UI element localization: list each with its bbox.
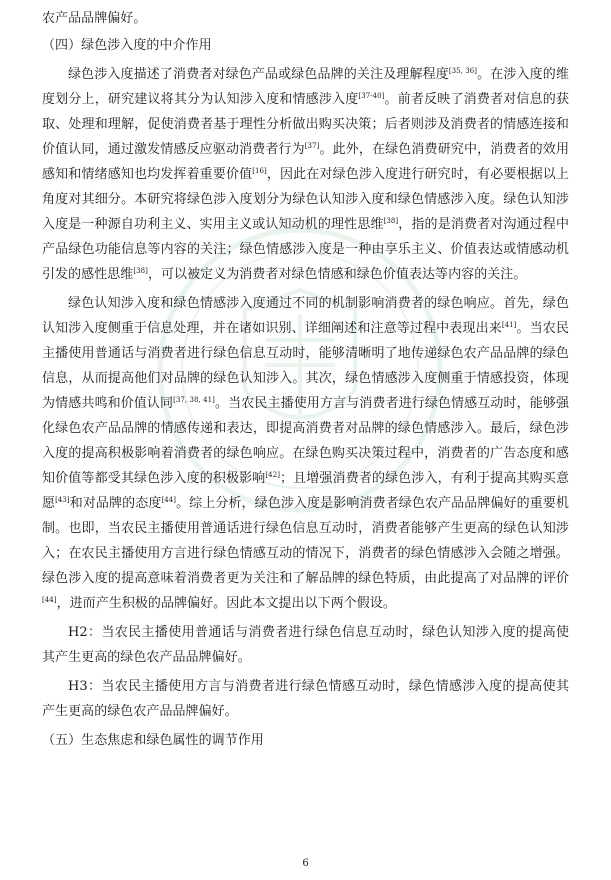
hypothesis-h3: H3：当农民主播使用方言与消费者进行绿色情感互动时，绿色情感涉入度的提高使其产生更高的绿色农产品品牌偏好。 [42, 679, 569, 719]
citation: [43] [55, 496, 70, 504]
citation: [37-40] [358, 92, 385, 100]
citation: [37, 38, 41] [173, 396, 215, 404]
document-page [42, 6, 569, 757]
citation: [35, 36] [448, 67, 478, 75]
citation: [38] [133, 267, 148, 275]
paragraph-green-involvement-mechanism: 绿色认知涉入度和绿色情感涉入度通过不同的机制影响消费者的绿色响应。首先，绿色认知涉入度侧重于信息处理，并在诸如识别、详细阐述和注意等过程中表现出来[41]。当农民主播使用普通话与消费者进行绿色信息互动时，能够清晰明了地传递绿色农产品品牌的绿色信息，从而提高他们对品牌的绿色认知涉入。其次，绿色情感涉入度侧重于情感投资，体现为情感共鸣和价值认同[37, 38, 41]。当农民主播使用方言与消费者进行绿色情感互动时，能够强化绿色农产品品牌的情感传递和表达，即提高消费者对品牌的绿色情感涉入。最后，绿色涉入度的提高积极影响着消费者的绿色响应。在绿色购买决策过程中，消费者的广告态度和感知价值等都受其绿色涉入度的积极影响[42]；且增强消费者的绿色涉入，有利于提高其购买意愿[43]和对品牌的态度[44]。综上分析，绿色涉入度是影响消费者绿色农产品品牌偏好的重要机制。也即，当农民主播使用普通话进行绿色信息互动时，消费者能够产生更高的绿色认知涉入；在农民主播使用方言进行绿色情感互动的情况下，消费者的绿色情感涉入会随之增强。绿色涉入度的提高意味着消费者更为关注和了解品牌的绿色特质，由此提高了对品牌的评价[44]，进而产生积极的品牌偏好。因此本文提出以下两个假设。 [42, 296, 569, 611]
citation: [41] [501, 321, 517, 329]
citation: [38] [383, 217, 399, 225]
section-heading-moderation: （五）生态焦虑和绿色属性的调节作用 [42, 733, 264, 748]
citation: [37] [304, 142, 320, 150]
hypothesis-h2: H2：当农民主播使用普通话与消费者进行绿色信息互动时，绿色认知涉入度的提高使其产生更高的绿色农产品品牌偏好。 [42, 625, 569, 665]
section-heading-mediation: （四）绿色涉入度的中介作用 [42, 38, 212, 53]
continuation-text: 农产品品牌偏好。 [42, 11, 147, 26]
page-number: 6 [302, 858, 309, 869]
citation: [44] [42, 596, 57, 604]
paragraph-green-involvement-definition: 绿色涉入度描述了消费者对绿色产品或绿色品牌的关注及理解程度[35, 36]。在涉入度的维度划分上，研究建议将其分为认知涉入度和情感涉入度[37-40]。前者反映了消费者对信息的获取、处理和理解，促使消费者基于理性分析做出购买决策；后者则涉及消费者的情感连接和价值认同，通过激发情感反应驱动消费者行为[37]。此外，在绿色消费研究中，消费者的效用感知和情绪感知也均发挥着重要价值[16]，因此在对绿色涉入度进行研究时，有必要根据以上角度对其细分。本研究将绿色涉入度划分为绿色认知涉入度和绿色情感涉入度。绿色认知涉入度是一种源自功利主义、实用主义或认知动机的理性思维[38]，指的是消费者对沟通过程中产品绿色功能信息等内容的关注；绿色情感涉入度是一种由享乐主义、价值表达或情感动机引发的感性思维[38]，可以被定义为消费者对绿色情感和绿色价值表达等内容的关注。 [42, 67, 569, 282]
citation: [42] [265, 471, 280, 479]
citation: [16] [252, 167, 267, 175]
citation: [44] [161, 496, 177, 504]
